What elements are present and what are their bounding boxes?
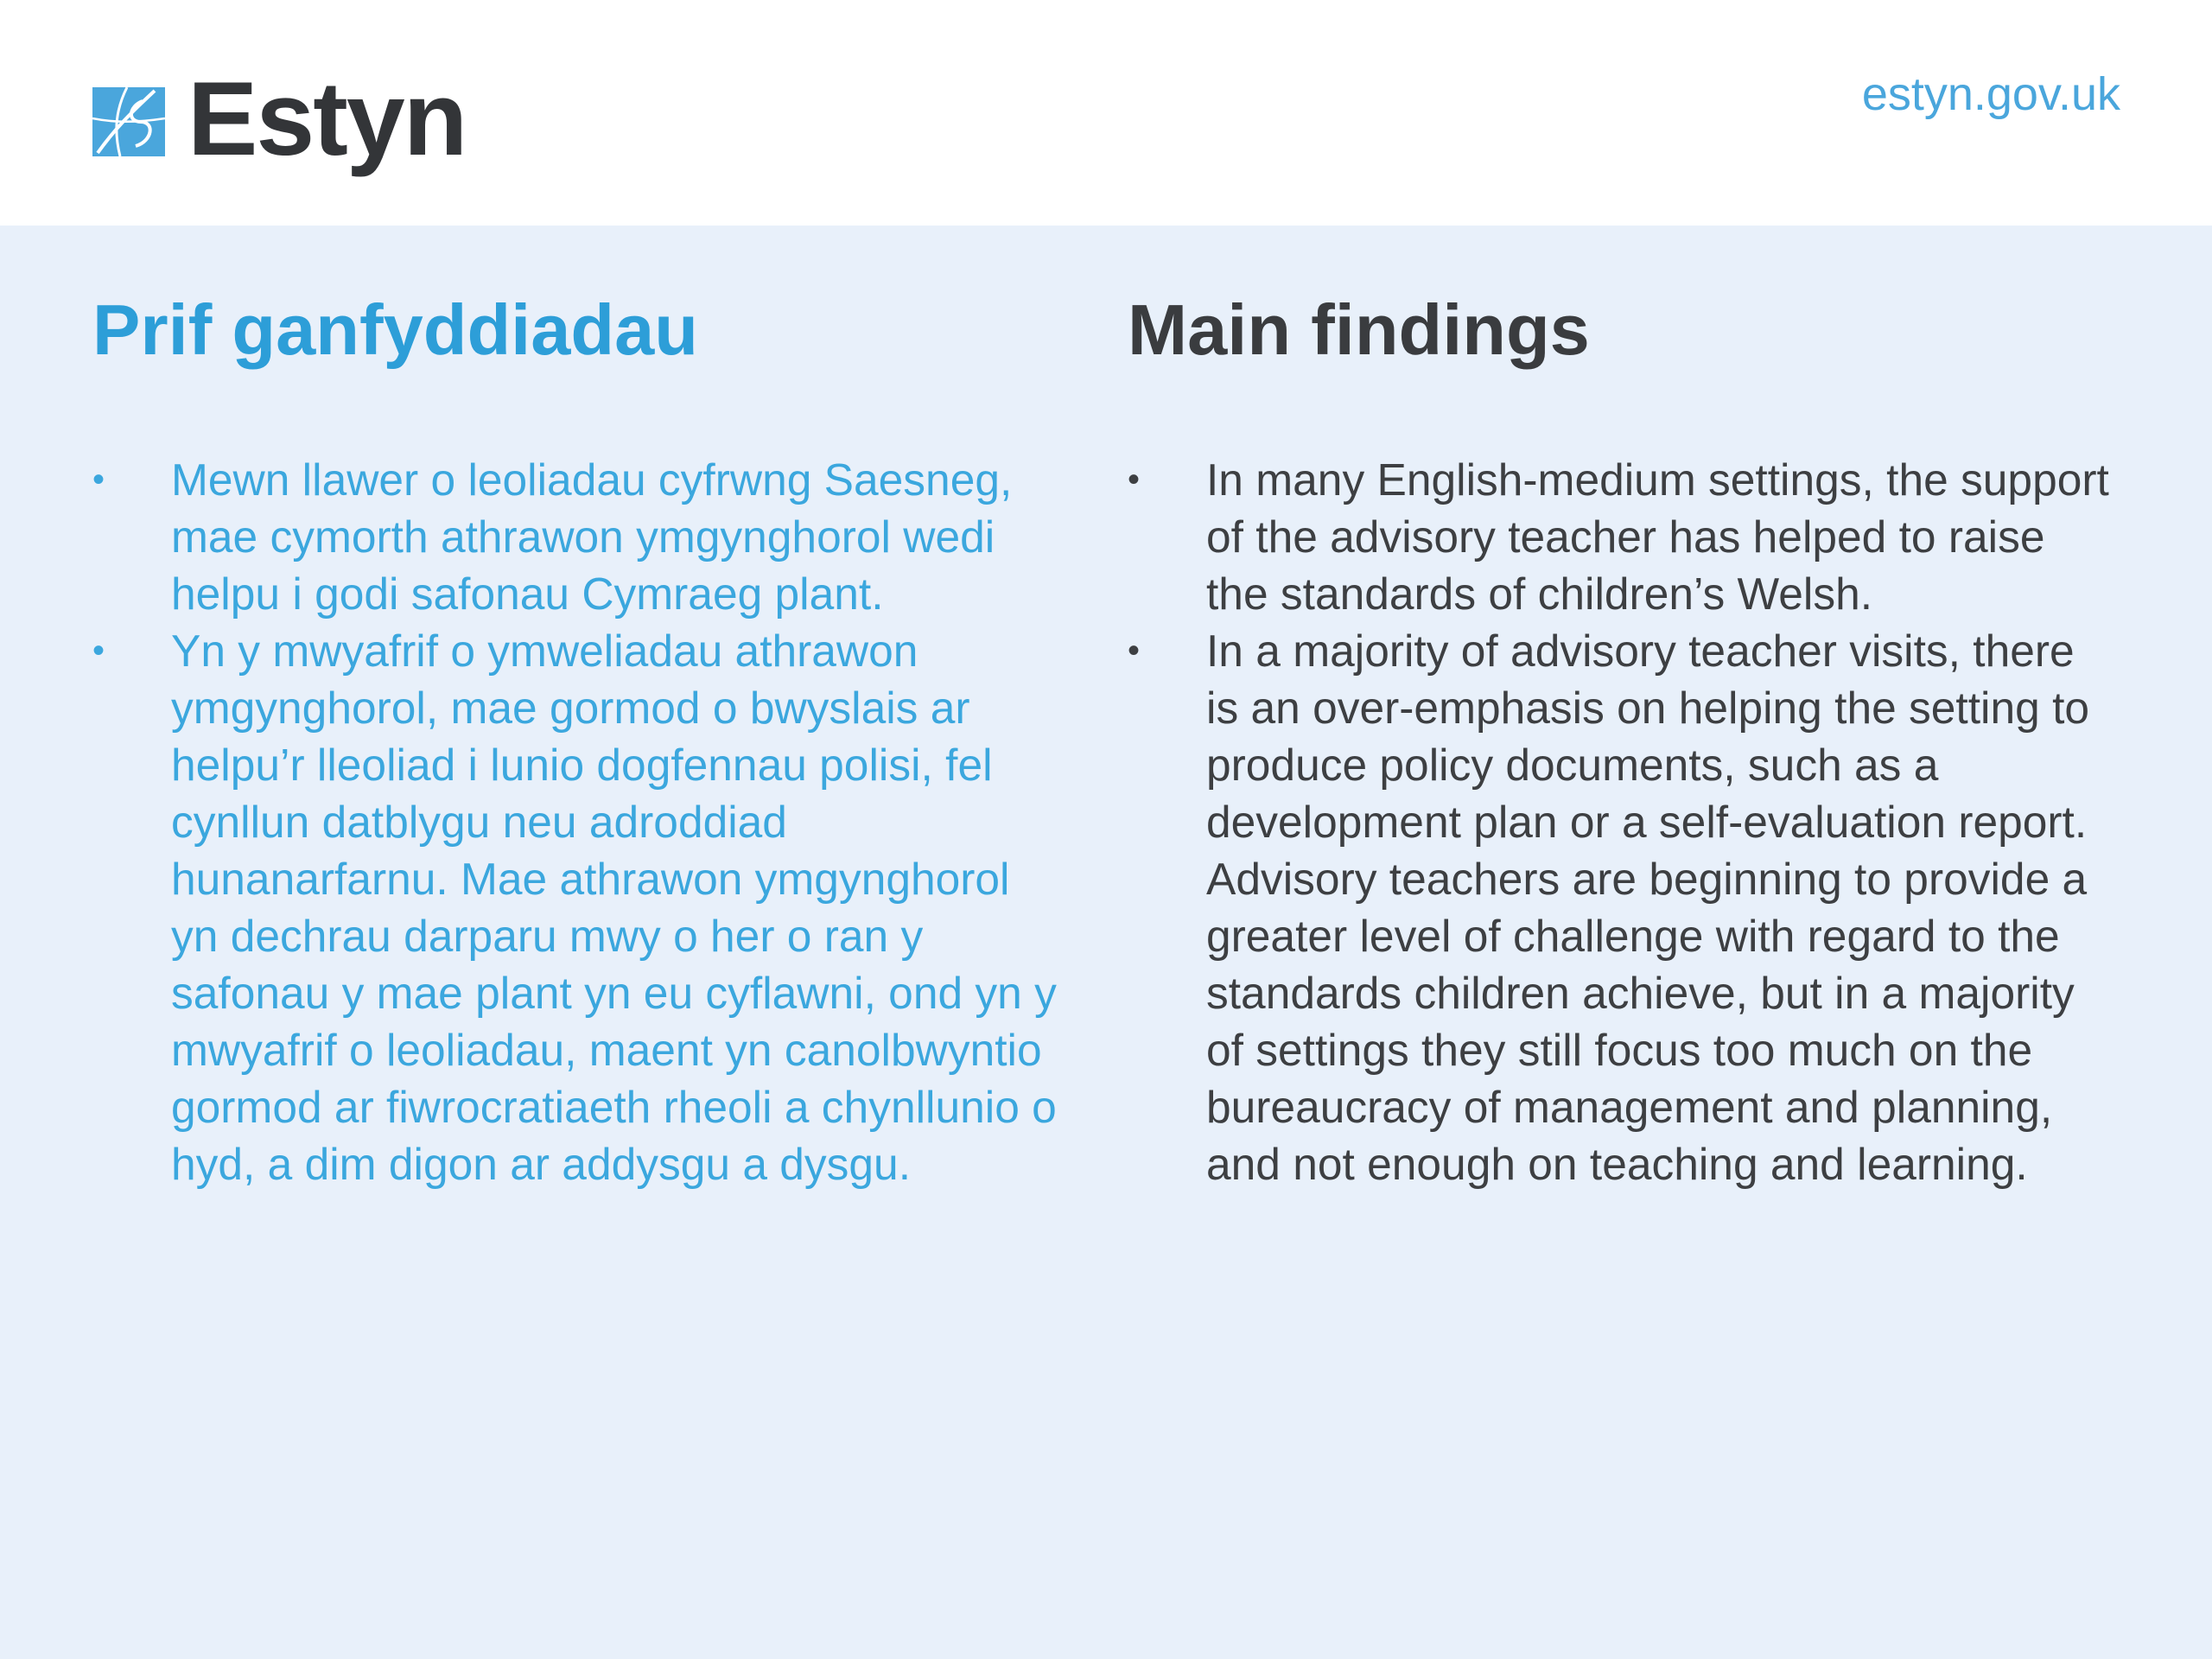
- welsh-heading: Prif ganfyddiadau: [92, 289, 698, 370]
- finding-text: In many English-medium settings, the support of the advisory teacher has helped to raise the standards of children’s Welsh.: [1206, 454, 2109, 619]
- header: [0, 0, 2212, 226]
- list-item: [92, 622, 1069, 1192]
- bullet: •: [92, 461, 105, 499]
- estyn-logo-mark-icon: [92, 84, 168, 160]
- finding-text: Yn y mwyafrif o ymweliadau athrawon ymgynghorol, mae gormod o bwyslais ar helpu’r lleoliad i lunio dogfennau polisi, fel cynllun datblygu neu adroddiad hunanarfarnu. Mae athrawon ymgynghorol yn dechrau darparu mwy o her o ran y safonau y mae plant yn eu cyflawni, ond yn y mwyafrif o leoliadau, maent yn canolbwyntio gormod ar fiwrocratiaeth rheoli a chynllunio o hyd, a dim digon ar addysgu a dysgu.: [171, 626, 1057, 1189]
- estyn-logo[interactable]: [92, 60, 467, 177]
- site-url-link[interactable]: estyn.gov.uk: [1861, 68, 2120, 120]
- welsh-column: [92, 289, 1069, 1189]
- bullet: •: [1128, 632, 1141, 670]
- bullet: •: [1128, 461, 1141, 499]
- bullet: •: [92, 632, 105, 670]
- list-item: [1128, 622, 2113, 1192]
- logo-text: Estyn: [188, 60, 467, 177]
- finding-text: Mewn llawer o leoliadau cyfrwng Saesneg, mae cymorth athrawon ymgynghorol wedi helpu i godi safonau Cymraeg plant.: [171, 454, 1013, 619]
- list-item: [1128, 451, 2113, 622]
- finding-text: In a majority of advisory teacher visits, there is an over-emphasis on helping the setting to produce policy documents, such as a development plan or a self-evaluation report. Advisory teachers are beginning to provide a greater level of challenge with regard to the standards children achieve, but in a majority of settings they still focus too much on the bureaucracy of management and planning, and not enough on teaching and learning.: [1206, 626, 2090, 1189]
- list-item: [92, 451, 1069, 622]
- welsh-findings-list: [92, 451, 1069, 1192]
- english-heading: Main findings: [1128, 289, 1590, 370]
- english-column: [1128, 289, 2113, 1189]
- english-findings-list: [1128, 451, 2113, 1192]
